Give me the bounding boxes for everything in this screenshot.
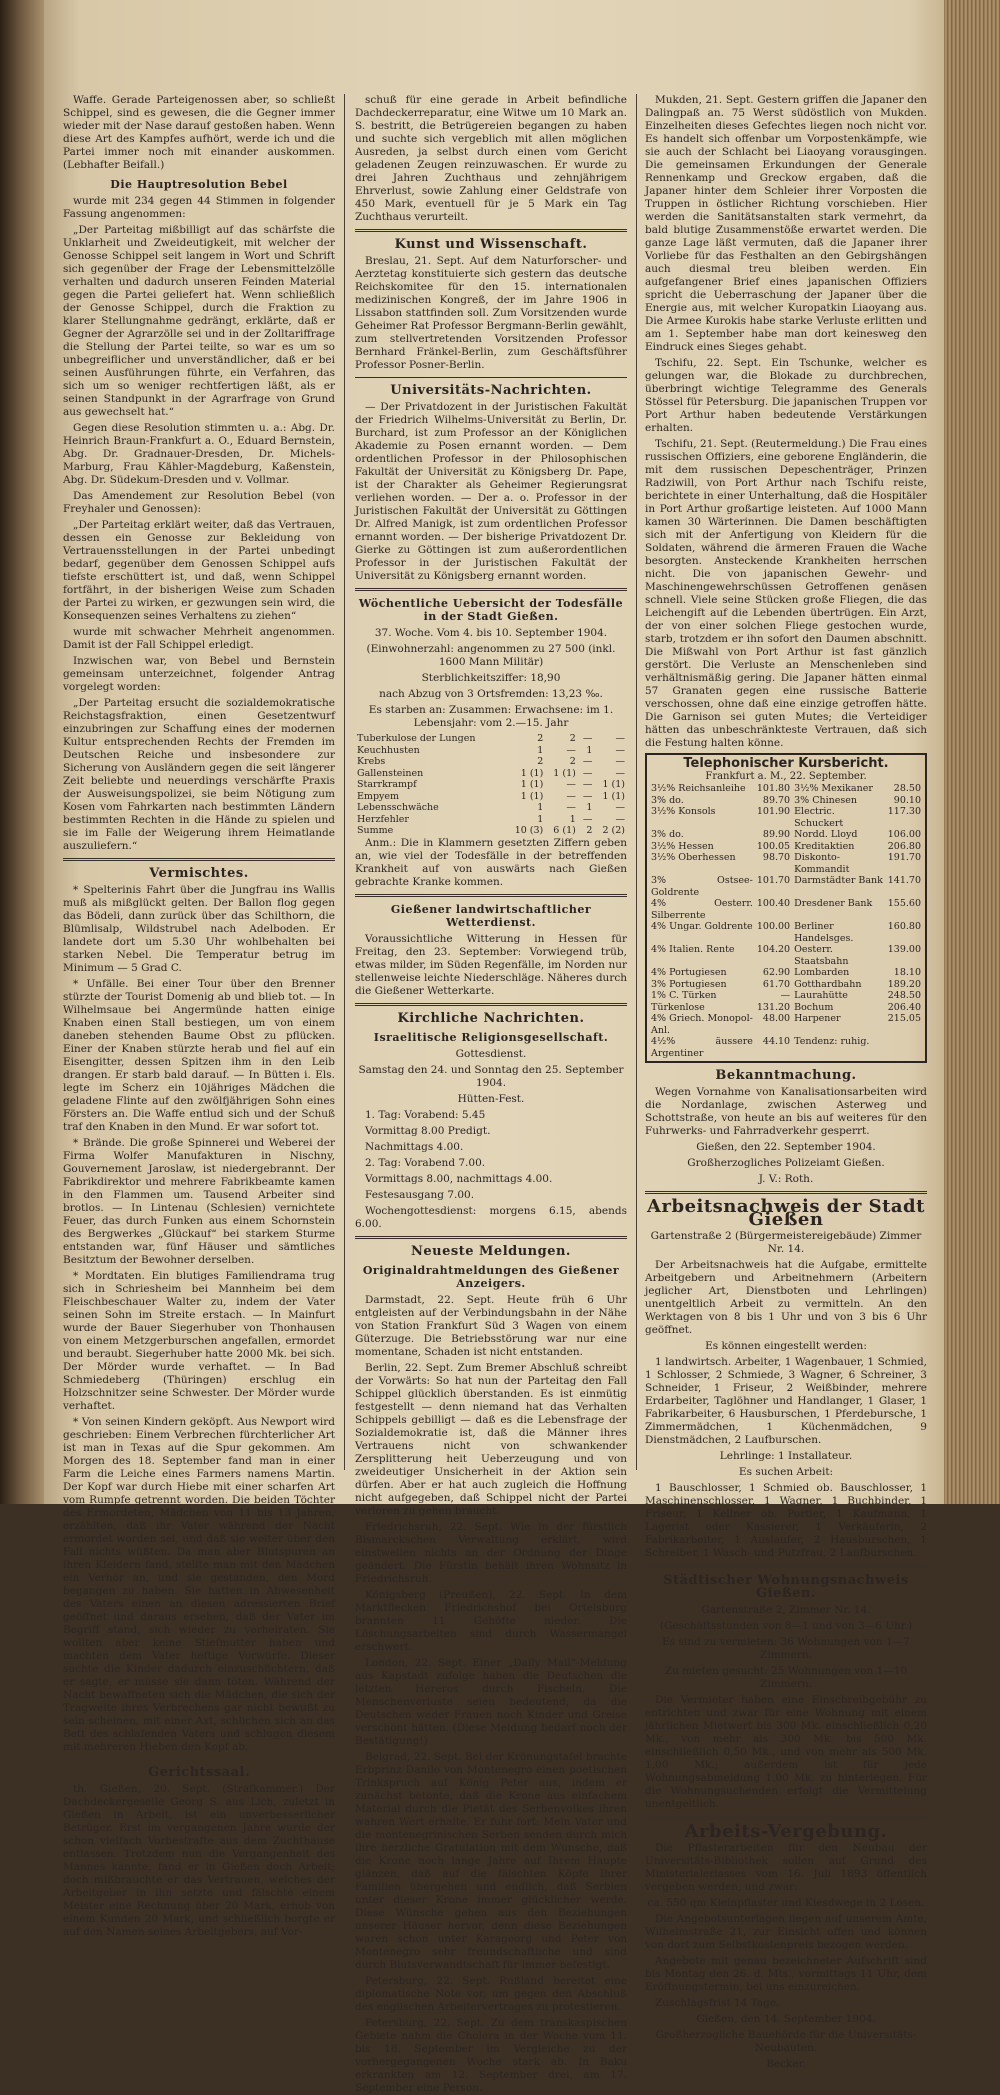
paragraph: Gartenstraße 2 (Bürgermeistereigebäude) Zimmer Nr. 14. xyxy=(650,1230,922,1255)
paragraph: Zu mieten gesucht: 25 Wohnungen von 1—10 Zimmern. xyxy=(664,1665,908,1690)
table-cell: Laurahütte xyxy=(794,990,848,1001)
paragraph: Zuschlagsfrist 14 Tage. xyxy=(655,1997,780,2009)
table-cell: 206.80 xyxy=(887,840,921,852)
table-cell: Berliner Handelsges. xyxy=(794,921,854,944)
paragraph: Großherzogliches Polizeiamt Gießen. xyxy=(687,1157,885,1169)
paragraph: „Der Parteitag erklärt weiter, daß das Vertrauen, dessen ein Genosse zur Bekleidung von Vertrauensstellungen in der Partei unbedingt bedarf, gegenüber dem Genossen Schippel aufs tiefste erschüttert ist, und daß, wenn Schippel fortfährt, in der bisherigen Weise zum Schaden der Partei zu wirken, er gezwungen sein wird, die Konsequenzen seines Verhaltens zu ziehen“ xyxy=(63,519,335,622)
stats-week: 37. Woche. Vom 4. bis 10. September 1904. xyxy=(374,627,608,639)
signature: J. V.: Roth. xyxy=(758,1173,814,1185)
kursbericht-row xyxy=(649,795,923,807)
table-cell: 1 (1) xyxy=(520,790,544,802)
table-cell: — xyxy=(582,756,593,767)
table-cell: Türkenlose xyxy=(651,1001,705,1013)
table-cell: — xyxy=(615,802,625,813)
paragraph: Mukden, 21. Sept. Gestern griffen die Japaner den Dalingpaß an. 75 Werst südöstlich von Mukden. Einzelheiten dieses Gefechtes liegen noch nicht vor. Es handelt sich offenbar um Vorpostenkämpfe, wie sie auch der Schlacht bei Liaoyang vorausgingen. Die gemeinsamen Erkundungen der Generale Rennenkamp und Greckow ergaben, daß die Japaner hinter dem Schleier ihrer Vorposten die Truppen in östlicher Richtung vorschieben. Hier werden die Sanitätsanstalten stark vermehrt, da bald blutige Zusammenstöße erwartet werden. Die ganze Lage läßt vermuten, daß die Japaner ihrer Vorliebe für das Festhalten an den Gebirgshängen auch diesmal treu bleiben werden. Ein aufgefangener Brief eines japanischen Offiziers spricht die Ueberraschung der Japaner über die Energie aus, mit welcher Kuropatkin Liaoyang aus. Die Armee Kurokis habe starke Verluste erlitten und am 1. September habe man dort keinesweg den Eindruck eines Sieges gehabt. xyxy=(645,94,927,353)
table-cell: 44.10 xyxy=(762,1036,791,1047)
table-cell: 2 xyxy=(569,733,576,744)
table-cell: 206.40 xyxy=(887,1001,921,1013)
deaths-table-sum xyxy=(355,825,627,837)
kursbericht-box xyxy=(645,753,927,1063)
table-cell: — xyxy=(582,779,593,790)
paragraph: 1 Bauschlosser, 1 Schmied ob. Bauschlosser, 1 Maschinenschlosser, 1 Wagner, 1 Buchbinder, 1 Friseur, 1 Kellner ob. Portier, 1 Kaufmann, 1 Lagerist oder Kassierer, 1 Verkäuferin, 2 Fabrikarbeiter, 1 Auslaufer, 2 Hausburschen, 1 Schreiber, 1 Wasch- und Putzfrau, 2 Laufburschen. xyxy=(645,1482,927,1559)
table-cell: Starrkrampf xyxy=(357,779,417,790)
paragraph: Die Pflasterarbeiten für den Neubau der Universitäts-Bibliothek sollen auf Grund des Ministerialerlasses vom 16. Juli 1893 öffentlich vergeben werden, und zwar: xyxy=(645,1842,927,1893)
table-cell: Gotthardbahn xyxy=(794,978,862,990)
table-cell: 3½% Konsols xyxy=(651,806,716,817)
table-cell: 6 (1) xyxy=(553,825,576,836)
table-cell: 4% Griech. Monopol-Anl. xyxy=(651,1013,753,1036)
table-cell: Gallensteinen xyxy=(357,767,424,779)
paragraph: Belgrad, 22. Sept. Bei der Krönungstafel brachte Erbprinz Danilo von Montenegro einen poetischen Trinkspruch auf König Peter aus, indem er zunächst betonte, daß die Krone aus einfachem Material durch die Pietät des Serbenvolkes ihren wahren Wert erhalte. Er fuhr fort: Mein Vater und die montenegrinischen Serben senden durch mich ihre herzliche Gratulation mit dem Wunsche, daß die Krone noch lange Jahre auf Ihrem Haupte glänzen, daß auf die fälschten Köpfe Ihrer Familien übergehen und endlich, daß Serbien unter dieser Krone immer glücklicher werde. Diese Wünsche gehen aus den Beziehungen unserer Häuser hervor, denn diese Beziehungen waren schon unter Karageorg und Peter von Montenegro sehr freundschaftliche und sind durch Blutsverwandtschaft für immer befestigt. xyxy=(355,1750,627,1971)
table-cell: 28.50 xyxy=(893,783,921,794)
kursbericht-row xyxy=(649,898,923,921)
deaths-table-row xyxy=(355,779,627,791)
paragraph: Die Vermieter haben eine Einschreibgebühr zu entrichten und zwar für eine Wohnung mit einem jährlichen Mietwert bis 300 Mk. einschließlich 0,20 Mk., von mehr als 300 Mk. bis 500 Mk. einschließlich 0,50 Mk., und von mehr als 500 Mk. 1,00 Mk.; außerdem ist für jede Wohnungsabmeldung 1,00 Mk. zu hinterlegen. Für die Wohnungsuchenden erfolgt die Vermittelung unentgeltlich. xyxy=(645,1694,927,1810)
service-line: Vormittags 8.00, nachmittags 4.00. xyxy=(365,1172,553,1185)
divider xyxy=(63,1759,335,1760)
heading-kirchliche: Kirchliche Nachrichten. xyxy=(397,1010,585,1026)
table-cell: 2 xyxy=(586,825,593,836)
heading-originaldraht: Originaldrahtmeldungen des Gießener Anzeigers. xyxy=(362,1263,620,1290)
table-cell: Dresdener Bank xyxy=(794,898,873,909)
kursbericht-row xyxy=(649,875,923,898)
heading-wetterdienst: Gießener landwirtschaftlicher Wetterdienst. xyxy=(390,902,592,929)
deaths-table-row xyxy=(355,814,627,826)
paragraph: — Der Privatdozent in der Juristischen Fakultät der Friedrich Wilhelms-Universität zu Berlin, Dr. Burchard, ist zum Professor an der Königlichen Akademie zu Posen ernannt worden. — Dem ordentlichen Professor in der Philosophischen Fakultät der Universität zu Königsberg Dr. Pape, ist der Charakter als Geheimer Regierungsrat verliehen worden. — Der a. o. Professor in der Juristischen Fakultät der Universität zu Göttingen Dr. Alfred Manigk, ist zum ordentlichen Professor ernannt worden. — Der bisherige Privatdozent Dr. Gierke zu Göttingen ist zum außerordentlichen Professor in der Juristischen Fakultät der Universität zu Königsberg ernannt worden. xyxy=(355,401,627,582)
divider xyxy=(355,229,627,232)
stats-note: Anm.: Die in Klammern gesetzten Ziffern geben an, wie viel der Todesfälle in der betreffenden Krankheit auf von auswärts nach Gießen gebrachte Kranke kommen. xyxy=(355,836,627,888)
deaths-table-row xyxy=(355,733,627,745)
table-cell: 1 xyxy=(537,813,544,825)
kursbericht-row xyxy=(649,921,923,944)
paragraph: schuß für eine gerade in Arbeit befindliche Dachdeckerreparatur, eine Witwe um 10 Mark an. S. bestritt, die Betrügereien begangen zu haben und suchte sich vergeblich mit allen möglichen Ausreden, ja selbst durch einen vom Gericht geladenen Zeugen reinzuwaschen. Er wurde zu drei Jahren Zuchthaus und zehnjährigem Ehrverlust, sowie Zahlung einer Geldstrafe von 450 Mark, eventuell für je 5 Mark ein Tag Zuchthaus verurteilt. xyxy=(355,94,627,223)
table-cell: 1 xyxy=(586,744,593,756)
deaths-table-row xyxy=(355,756,627,768)
deaths-table xyxy=(355,733,627,837)
table-cell: 2 xyxy=(537,733,544,744)
table-cell: — xyxy=(582,813,593,825)
table-cell: Nordd. Lloyd xyxy=(794,829,858,840)
kursbericht-subtitle: Frankfurt a. M., 22. September. xyxy=(705,771,867,782)
table-cell: Krebs xyxy=(357,756,386,767)
table-cell: 248.50 xyxy=(887,990,921,1001)
table-cell: — xyxy=(615,756,625,767)
paragraph: Die Angebotsunterlagen liegen auf unserem Amte, Wilhelmstraße 21, zur Einsicht offen und können von dort zum Selbstkostenpreis bezogen werden. xyxy=(645,1913,927,1951)
table-cell: — xyxy=(582,733,593,744)
kursbericht-row xyxy=(649,806,923,829)
table-cell: 101.80 xyxy=(756,783,791,794)
paragraph: * Unfälle. Bei einer Tour über den Brenner stürzte der Tourist Domenig ab und blieb tot. — In Wilhelmsaue bei Angermünde hatten einige Knaben einen Stall bestiegen, um von einem daneben stehenden Baume Obst zu pflücken. Einer der Knaben stürzte herab und fiel auf ein Eisengitter, dessen Spitzen ihm in den Leib drangen. Er starb bald darauf. — In Bütten i. Els. legte im Scherz ein 10jähriges Mädchen die geladene Flinte auf den zwölfjährigen Sohn eines Försters an. Die Waffe entlud sich und der Schuß traf den Knaben in den Mund. Er war sofort tot. xyxy=(63,978,335,1133)
heading-todesfaelle: Wöchentliche Uebersicht der Todesfälle in der Stadt Gießen. xyxy=(358,597,624,623)
table-cell: — xyxy=(566,802,576,813)
column-right xyxy=(645,94,927,2070)
divider xyxy=(355,588,627,591)
paragraph: * Spelterinis Fahrt über die Jungfrau ins Wallis muß als mißglückt gelten. Der Ballon flog gegen das Bödeli, dann zurück über das Schilthorn, die Blümlisalp, Wildstrubel nach Adelboden. Er landete dort um 5.30 Uhr wohlbehalten bei starken Nebel. Die Temperatur betrug im Minimum — 5 Grad C. xyxy=(63,884,335,974)
column-left xyxy=(63,94,335,1938)
divider xyxy=(63,858,335,861)
heading-wohnungsnachweis: Städtischer Wohnungsnachweis Gießen. xyxy=(663,1573,909,1601)
table-cell: Bochum xyxy=(794,1001,834,1013)
divider xyxy=(645,1816,927,1819)
heading-arbeitsnachweis: Arbeitsnachweis der Stadt Gießen xyxy=(647,1196,925,1230)
table-cell: 1 xyxy=(586,802,593,813)
kursbericht-row xyxy=(649,852,923,875)
paragraph: Gießen, den 14. September 1904. xyxy=(696,2013,876,2025)
table-cell: 155.60 xyxy=(887,898,921,909)
table-cell: Tuberkulose der Lungen xyxy=(357,733,476,744)
table-cell: — xyxy=(615,733,625,744)
paragraph: Gartenstraße 2, Zimmer Nr. 14. xyxy=(701,1604,871,1616)
column-middle xyxy=(355,94,627,2094)
subheading-huettenfest: Hütten-Fest. xyxy=(457,1092,525,1105)
paragraph: London, 22. Sept. Einer „Daily Mail“-Meldung aus Kapstadt zufolge haben die Deutschen die letzten Hereros durch Fischeln. Die Menschenverluste seien bedeutend, da die Deutschen weder Frauen noch Kinder und Greise verschont hätten. (Diese Meldung bedarf noch der Bestätigung!) xyxy=(355,1656,627,1747)
table-cell: 3% Ostsee-Goldrente xyxy=(651,875,753,898)
table-cell: 98.70 xyxy=(762,852,791,863)
table-cell: 1 (1) xyxy=(553,767,576,779)
paragraph: Wegen Vornahme von Kanalisationsarbeiten wird die Nordanlage, zwischen Asterweg und Schottstraße, von heute an bis auf weiteres für den Fuhrwerks- und Fahrradverkehr gesperrt. xyxy=(645,1086,927,1137)
paragraph: * Mordtaten. Ein blutiges Familiendrama trug sich in Schriesheim bei Mannheim bei dem Fleischbeschauer Walter zu, indem der Vater seinen Sohn im Streite erstach. — In Mainfurt wurde der Bauer Siegerhuber von Thonhausen von einem Metzgerburschen angefallen, ermordet und beraubt. Siegerhuber hatte 2000 Mk. bei sich. Der Mörder wurde verhaftet. — In Bad Schmiedeberg (Thüringen) erschlug ein Holzschnitzer seine Schwester. Der Mörder wurde verhaftet. xyxy=(63,1270,335,1412)
paragraph: Breslau, 21. Sept. Auf dem Naturforscher- und Aerztetag konstituierte sich gestern das deutsche Reichskomitee für den 15. internationalen medizinischen Kongreß, der im Jahre 1906 in Lissabon stattfinden soll. Zum Vorsitzenden wurde Geheimer Rat Professor Bergmann-Berlin gewählt, zum stellvertretenden Vorsitzenden Professor Bernhard Fränkel-Berlin, zum Geschäftsführer Professor Posner-Berlin. xyxy=(355,255,627,371)
table-cell: 4% Oesterr. Silberrente xyxy=(651,898,753,921)
heading-neueste: Neueste Meldungen. xyxy=(411,1243,571,1259)
table-cell: 3½% Oberhessen xyxy=(651,852,736,863)
paragraph: Darmstadt, 22. Sept. Heute früh 6 Uhr entgleisten auf der Verbindungsbahn in der Nähe von Station Frankfurt Süd 3 Wagen von einem Güterzuge. Die Betriebsstörung war nur eine momentane, Schaden ist nicht entstanden. xyxy=(355,1293,627,1358)
table-cell xyxy=(886,1036,923,1059)
deaths-table-row xyxy=(355,768,627,780)
table-cell: 10 (3) xyxy=(514,825,544,836)
table-cell: Oesterr. Staatsbahn xyxy=(794,944,849,967)
paragraph: Tschifu, 22. Sept. Ein Tschunke, welcher es gelungen war, die Blokade zu durchbrechen, überbringt wichtige Telegramme des Generals Stössel für Petersburg. Die japanischen Truppen vor Port Arthur haben bedeutende Verstärkungen erhalten. xyxy=(645,357,927,434)
service-line: Vormittag 8.00 Predigt. xyxy=(365,1124,491,1137)
table-cell: — xyxy=(615,813,625,825)
divider xyxy=(355,1003,627,1006)
table-cell: 62.90 xyxy=(762,967,791,978)
divider xyxy=(645,1191,927,1194)
kursbericht-table xyxy=(649,783,923,1059)
kursbericht-row xyxy=(649,979,923,991)
table-cell: 4% Portugiesen xyxy=(651,967,727,978)
table-cell: 89.70 xyxy=(762,794,791,806)
table-cell: 4% Ungar. Goldrente xyxy=(651,921,753,932)
paragraph: Petersburg, 22. Sept. Zu dem transkaspischen Gebiete nahm die Cholera in der Woche vom 11. bis 18. September im Vergleiche zu der vorhergegangenen Woche stark ab. In Baku erkrankten am 12. September drei, am 17. September eine Person. xyxy=(355,2016,627,2094)
paragraph: Waffe. Gerade Parteigenossen aber, so schließt Schippel, sind es gewesen, die die Gegner immer wieder mit der Nase darauf gestoßen haben. Wenn diese Art des Kampfes aufhört, werde ich und die Partei immer noch mit einander auskommen. (Lebhafter Beifall.) xyxy=(63,94,335,171)
table-cell: — xyxy=(566,744,576,756)
table-cell: 4% Italien. Rente xyxy=(651,944,735,955)
service-line: Wochengottesdienst: morgens 6.15, abends 6.00. xyxy=(355,1204,627,1230)
table-cell: 3½% Reichsanleihe xyxy=(651,783,746,794)
table-cell: Diskonto-Kommandit xyxy=(794,852,850,875)
paragraph: Angebote mit genau bezeichneter Aufschrift sind bis Montag den 26. d. Mts., vormittags 11 Uhr, dem Eröffnungstermin, bei uns einzureichen. xyxy=(645,1955,927,1993)
table-cell: Lebensschwäche xyxy=(357,802,439,813)
newspaper-page xyxy=(44,0,944,2094)
paragraph: Inzwischen war, von Bebel und Bernstein gemeinsam unterzeichnet, folgender Antrag vorgelegt worden: xyxy=(63,655,335,693)
paragraph: Friedrichsruh, 22. Sept. Wie in der fürstlich Bismarckschen Verwaltung erklärt, wird einstweilen nichts an der Ordnung der Dinge geändert. Die Fürstin behält ihren Wohnsitz in Friedrichsruh. xyxy=(355,1520,627,1585)
heading-vermischtes: Vermischtes. xyxy=(149,866,249,881)
table-cell: 100.00 xyxy=(756,921,791,932)
table-cell: 189.20 xyxy=(887,978,921,990)
kursbericht-row xyxy=(649,1002,923,1014)
table-cell: 3% do. xyxy=(651,794,684,806)
paragraph: Großherzogliche Bauehörde für die Universitäts-Neubauten. xyxy=(655,2029,917,2054)
table-cell: 3½% Hessen xyxy=(651,840,714,852)
divider xyxy=(355,894,627,897)
paragraph: * Von seinen Kindern geköpft. Aus Newport wird geschrieben: Einem Verbrechen fürchterlicher Art ist man in Texas auf die Spur gekommen. Am Morgen des 18. September fand man in einer Farm die Leiche eines Farmers namens Martin. Der Kopf war durch Hiebe mit einer scharfen Art vom Rumpfe getrennt worden. Die beiden Töchter des Ermordeten, Mädchen von 11 bis 13 Jahren, erzählten, daß ihr Vater während der Nacht ermordet worden sei, und daß sie weiter über den Fall nichts wüßten. Da man aber Blutspuren an ihren Kleidern fand, stellte man mit den Mädchen ein Verhör an, und sie gestanden, den Mord begangen zu haben. Sie hatten in Abwesenheit des Vaters einen an diesen adressierten Brief geöffnet und daraus ersehen, daß der Vater im Begriff stand, sich wieder zu verheiraten. Sie wollten aber keine Stiefmutter haben und machten dem Vater heftige Vorwürfe. Dieser suchte die Kinder dadurch einzuschüchtern, daß er sagte, er müsse sie dann töten. Während der Nacht bewaffneten sich die Mädchen, die sich der Tragweite ihres Verbrechens gar nicht bewußt zu sein scheinen, mit einer Axt, schlichen sich an das Bett des schlafenden Vaters und schlugen diesem mit mehreren Hieben den Kopf ab. xyxy=(63,1416,335,1753)
heading-kunst: Kunst und Wissenschaft. xyxy=(394,237,588,252)
table-cell: — xyxy=(780,990,791,1001)
table-cell: 1 (1) xyxy=(602,779,625,790)
kursbericht-row xyxy=(649,967,923,979)
table-cell: — xyxy=(582,767,593,779)
kursbericht-row xyxy=(649,1036,923,1059)
table-cell: 61.70 xyxy=(762,978,791,990)
kursbericht-row xyxy=(649,841,923,853)
paragraph: wurde mit 234 gegen 44 Stimmen in folgender Fassung angenommen: xyxy=(63,195,335,220)
divider xyxy=(645,1565,927,1568)
table-cell: 131.20 xyxy=(756,1001,791,1013)
table-cell: 1 (1) xyxy=(520,779,544,790)
paragraph: Tschifu, 21. Sept. (Reutermeldung.) Die Frau eines russischen Offiziers, eine geborene Engländerin, die mit dem russischen Depeschenträger, Prinzen Radziwill, von Port Arthur nach Tschifu reiste, berichtete in einer Unterhaltung, daß die Hospitäler in Port Arthur großartige leisteten. Auf 1000 Mann kamen 30 Wärterinnen. Die Damen beschäftigten sich mit der Anfertigung von Kleidern für die Soldaten, während die ärmeren Frauen die Wache besorgten. Ansteckende Krankheiten herrschen nicht. Die von japanischen Gewehr- und Maschinengewehrschüssen Getroffenen genäsen schnell. Viele seine Stücken große Fliegen, die das Leichengift auf die Lebenden übertrügen. Ein Arzt, der von einer solchen Fliege gestochen wurde, starb, trotzdem er ihn sofort den Daumen abschnitt. Die Mißwahl von Port Arthur ist fast gänzlich gerstört. Die Verluste an Menschenleben sind verhältnismäßig gering. Die Japaner hätten einmal 57 Granaten gegen eine russische Batterie verschossen, ohne daß eine einzige getroffen hätte. Die Garnison sei guten Mutes; die Verteidiger hätten das unbeschränkteste Vertrauen, daß sich die Festung halten könne. xyxy=(645,438,927,749)
table-cell: 3½% Mexikaner xyxy=(794,783,873,794)
paragraph: Lehrlinge: 1 Installateur. xyxy=(719,1450,853,1462)
paragraph: Gegen diese Resolution stimmten u. a.: Abg. Dr. Heinrich Braun-Frankfurt a. O., Eduard Bernstein, Abg. Dr. Gradnauer-Dresden, Dr. Michels-Marburg, Frau Kähler-Magdeburg, Kaßenstein, Abg. Dr. Südekum-Dresden und v. Vollmar. xyxy=(63,422,335,486)
stats-population: (Einwohnerzahl: angenommen zu 27 500 (inkl. 1600 Mann Militär) xyxy=(366,643,616,668)
table-cell: — xyxy=(582,790,593,802)
table-cell: 1 xyxy=(537,802,544,813)
table-cell: — xyxy=(615,767,625,779)
paragraph: Es suchen Arbeit: xyxy=(738,1466,834,1478)
table-cell: 4½% äussere Argentiner xyxy=(651,1036,753,1059)
service-line: Nachmittags 4.00. xyxy=(365,1140,464,1153)
paragraph: „Der Parteitag mißbilligt auf das schärfste die Unklarheit und Zweideutigkeit, mit welcher der Genosse Schippel seit langem in Wort und Schrift sich gegenüber der Frage der Lebensmittelzölle verhalten und dadurch unseren Feinden Material gegen die Partei geliefert hat. Wenn schließlich der Genosse Schippel, durch die Fraktion zu klarer Stellungnahme gedrängt, erklärte, daß er Gegner der Agrarzölle sei und in der Zolltariffrage die Stellung der Partei teilte, so war es um so unbegreiflicher und unverständlicher, daß er bei seinen Ausführungen führte, ein Verfahren, das sich um so weniger rechtfertigen läßt, als er seinen Standpunkt in der Agrarfrage von Grund aus gewechselt hat.“ xyxy=(63,224,335,418)
table-cell: 100.05 xyxy=(756,840,791,852)
table-cell: 1 xyxy=(569,813,576,825)
table-cell: 3% do. xyxy=(651,829,684,840)
table-cell: 18.10 xyxy=(893,967,921,978)
kursbericht-row xyxy=(649,829,923,841)
table-cell: 215.05 xyxy=(887,1013,921,1024)
paragraph: „Der Parteitag ersucht die sozialdemokratische Reichstagsfraktion, einen Gesetzentwurf einzubringen zur Schaffung eines der modernen Kultur entsprechenden Rechts der Fremden im Deutschen Reiche und insbesondere zur Sicherung von Ausländern gegen die seit längerer Zeit beliebte und neuerdings verschärfte Praxis der Ausweisungspolizei, sie beim Nötigung zum Kosen vom Fahrkarten nach bestimmten Ländern bestimmten Rechten in die Hände zu spielen und sie im Falle der Weigerung ihrem Heimatlande auszuliefern.“ xyxy=(63,697,335,852)
table-cell: — xyxy=(615,744,625,756)
paragraph: Es sind zu vermieten: 36 Wohnungen von 1—7 Zimmern. xyxy=(662,1636,910,1661)
paragraph: Voraussichtliche Witterung in Hessen für Freitag, den 23. September: Vorwiegend trüb, etwas milder, im Süden Regenfälle, im Norden nur stellenweise leichte Niederschläge. Näheres durch die Gießener Wetterkarte. xyxy=(355,932,627,997)
service-line: 2. Tag: Vorabend 7.00. xyxy=(365,1156,486,1169)
column-rule xyxy=(636,94,637,1470)
table-cell: 160.80 xyxy=(887,921,921,932)
page-edges xyxy=(944,0,1000,1504)
paragraph: Das Amendement zur Resolution Bebel (von Freyhaler und Genossen): xyxy=(63,490,335,515)
stats-rate-adjusted: nach Abzug von 3 Ortsfremden: 13,23 ‰. xyxy=(379,688,603,700)
paragraph: Der Arbeitsnachweis hat die Aufgabe, ermittelte Arbeitgebern und Arbeitnehmern (Arbeitern jeglicher Art, Dienstboten und Lehrlingen) unentgeltlich Arbeit zu vermitteln. An den Werktagen von 8 bis 1 Uhr und von 3 bis 6 Uhr geöffnet. xyxy=(645,1259,927,1336)
kursbericht-row xyxy=(649,990,923,1002)
table-cell: 3% Portugiesen xyxy=(651,978,727,990)
table-cell: 101.70 xyxy=(756,875,791,886)
paragraph: * Brände. Die große Spinnerei und Weberei der Firma Wolfer Manufakturen in Nischny, Gouvernement Jaroslaw, ist niedergebrannt. Der Fabrikdirektor und mehrere Fabrikbeamte kamen in den Flammen um. Tausend Arbeiter sind brotlos. — In Lintenau (Schlesien) vernichtete Feuer, das durch Funken aus einem Schornstein des Bergwerkes „Glückauf“ bei starkem Sturme entstanden war, fünf Häuser und sämtliches Besitztum der Bewohner derselben. xyxy=(63,1137,335,1266)
table-cell: 141.70 xyxy=(887,875,921,886)
deaths-table-row xyxy=(355,802,627,814)
deaths-table-row xyxy=(355,745,627,757)
paragraph: Gießen, den 22. September 1904. xyxy=(696,1141,876,1153)
table-cell: 139.00 xyxy=(887,944,921,955)
heading-religionsgesellschaft: Israelitische Religionsgesellschaft. xyxy=(373,1030,609,1044)
paragraph: 1 landwirtsch. Arbeiter, 1 Wagenbauer, 1 Schmied, 1 Schlosser, 2 Schmiede, 3 Wagner, 6 Schreiner, 3 Schneider, 1 Friseur, 2 Weißbinder, mehrere Erdarbeiter, Taglöhner und Handlanger, 1 Glaser, 1 Fabrikarbeiter, 6 Hausburschen, 1 Pferdebursche, 1 Zimmermädchen, 1 Küchenmädchen, 9 Dienstmädchen, 2 Laufburschen. xyxy=(645,1356,927,1446)
table-cell: Lombarden xyxy=(794,967,850,978)
table-cell: 1 (1) xyxy=(520,767,544,779)
divider xyxy=(355,1236,627,1239)
paragraph: (Geschäftsstunden von 8—1 und von 3—6 Uhr.) xyxy=(659,1620,913,1632)
service-line: 1. Tag: Vorabend: 5.45 xyxy=(365,1108,486,1121)
table-cell: Electric. Schuckert xyxy=(794,806,844,829)
divider xyxy=(355,377,627,378)
table-cell: Kreditaktien xyxy=(794,840,855,852)
heading-universitaet: Universitäts-Nachrichten. xyxy=(390,383,592,398)
table-cell: Herzfehler xyxy=(357,813,409,825)
signature: Becker. xyxy=(766,2058,806,2070)
table-cell: 101.90 xyxy=(756,806,791,817)
service-line: Festesausgang 7.00. xyxy=(365,1188,475,1201)
heading-gerichtssaal: Gerichtssaal. xyxy=(148,1765,250,1780)
column-rule xyxy=(344,94,345,1470)
table-cell: Harpener xyxy=(794,1013,841,1024)
table-cell: 2 (2) xyxy=(602,825,625,836)
heading-bekanntmachung: Bekanntmachung. xyxy=(715,1068,857,1083)
kursbericht-row xyxy=(649,783,923,795)
table-cell: 1% C. Türken xyxy=(651,990,717,1001)
paragraph: Es können eingestellt werden: xyxy=(705,1340,867,1352)
table-cell: 104.20 xyxy=(756,944,791,955)
table-cell: 90.10 xyxy=(893,794,921,806)
paragraph: Berlin, 22. Sept. Zum Bremer Abschluß schreibt der Vorwärts: So hat nun der Parteitag den Fall Schippel glücklich überstanden. Es ist einmütig festgestellt — denn niemand hat das Verhalten Schippels gebilligt — daß es die Lebensfrage der Sozialdemokratie ist, daß die Männer ihres Vertrauens nicht von schwankender Zersplitterung heit Ueberzeugung und von zweideutiger Unsicherheit in der Aktion sein dürfen. Aber er hat auch zugleich die Hoffnung nicht aufgegeben, daß Schippel nicht der Partei verloren zu gehen braucht. xyxy=(355,1361,627,1517)
paragraph: wurde mit schwacher Mehrheit angenommen. Damit ist der Fall Schippel erledigt. xyxy=(63,626,335,651)
stats-header: Es starben an: Zusammen: Erwachsene: im 1. Lebensjahr: vom 2.—15. Jahr xyxy=(368,704,614,729)
table-cell: 191.70 xyxy=(887,852,921,863)
kursbericht-row xyxy=(649,944,923,967)
kursbericht-title: Telephonischer Kursbericht. xyxy=(683,756,889,771)
table-cell: 2 xyxy=(537,756,544,767)
table-cell: — xyxy=(566,779,576,790)
stats-rate: Sterblichkeitsziffer: 18,90 xyxy=(421,672,561,684)
paragraph: Petersburg, 22. Sept. Rußland bereitet eine diplomatische Note vor, um gegen den Abschluß des englischen Arbeitervertrages zu protestieren. xyxy=(355,1974,627,2013)
table-cell: 2 xyxy=(569,756,576,767)
table-cell: — xyxy=(566,790,576,802)
table-cell: 48.00 xyxy=(762,1013,791,1024)
table-cell: 89.90 xyxy=(762,829,791,840)
table-cell: 1 (1) xyxy=(602,790,625,802)
table-cell: Darmstädter Bank xyxy=(794,875,883,886)
table-cell: Tendenz: ruhig. xyxy=(794,1036,870,1047)
paragraph: ca. 550 qm Kleinpflaster und Kiesdwege in 2 Losen. xyxy=(647,1897,925,1909)
table-cell: 1 xyxy=(537,744,544,756)
deaths-table-row xyxy=(355,791,627,803)
heading-arbeitsvergebung: Arbeits-Vergebung. xyxy=(684,1821,888,1842)
table-cell: 100.40 xyxy=(756,898,791,909)
table-cell: 106.00 xyxy=(887,829,921,840)
paragraph: Königsberg (Preußen), 22. Sept. In dem Marktflecken Friedrichshof bei Ortelsburg brannten 11 Gehöfte nieder. Die Löschungsarbeiten sind durch Wassermangel erschwert. xyxy=(355,1588,627,1653)
table-cell: Summe xyxy=(357,825,394,836)
table-cell: Empyem xyxy=(357,790,400,802)
heading-hauptresolution: Die Hauptresolution Bebel xyxy=(110,178,288,191)
book-binding xyxy=(0,0,44,1504)
table-cell: 117.30 xyxy=(887,806,921,817)
kursbericht-row xyxy=(649,1013,923,1036)
table-cell: 3% Chinesen xyxy=(794,794,857,806)
subheading-gottesdienst: Gottesdienst. xyxy=(455,1047,527,1060)
paragraph: th. Gießen, 20. Sept. (Strafkammer.) Der Dachdeckergeselle Georg S. aus Lich, zuletzt in Gießen in Arbeit, ist ein unverbesserlicher Betrüger. Erst im vergangenen Jahre wurde der schon vielfach Vorbestrafte aus dem Zuchthause entlassen. Trotzdem nun die Vergangenheit des Mannes kannte, fand er in Gießen doch Arbeit; doch mißbrauchte er das Vertrauen, welches der Arbeitgeber in ihn setzte und fälschte einem Meister eine Rechnung über 20 Mark, erhob von einem Kunden 20 Mark, und schließlich borgte er auf den Namen seines Arbeitgebers, auf Vor- xyxy=(63,1783,335,1938)
table-cell: Keuchhusten xyxy=(357,744,420,756)
paragraph: Samstag den 24. und Sonntag den 25. September 1904. xyxy=(358,1063,624,1089)
